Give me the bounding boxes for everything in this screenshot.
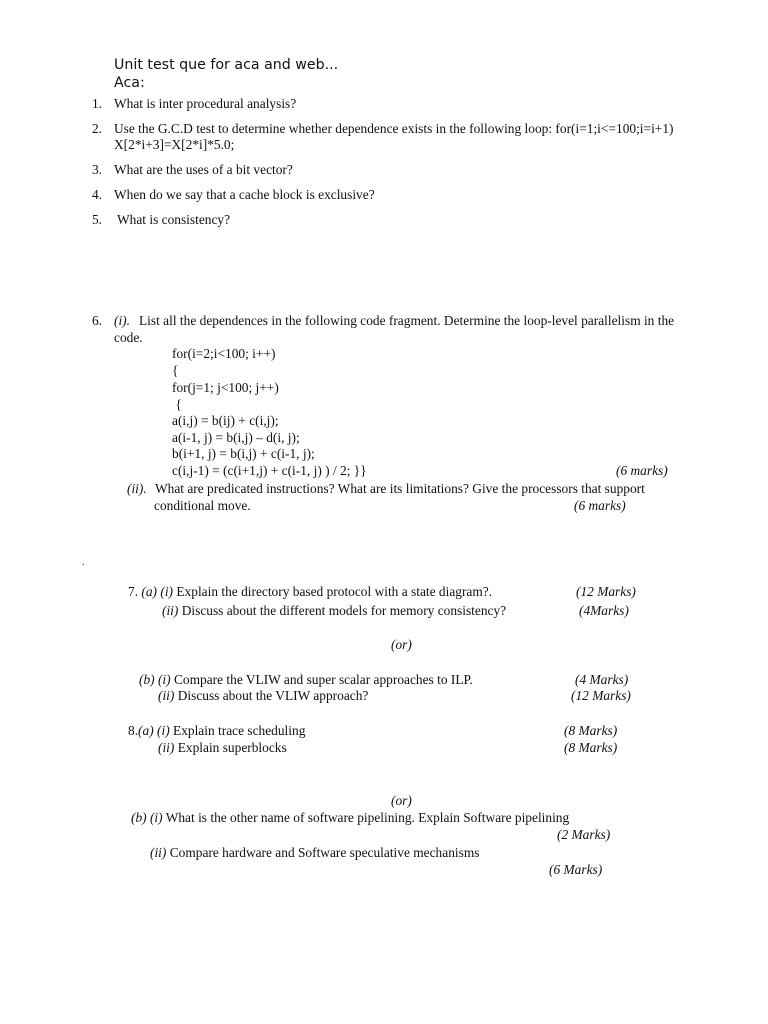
code-line: b(i+1, j) = b(i,j) + c(i-1, j);	[172, 446, 315, 461]
question-number: 2.	[91, 121, 102, 136]
section-heading-aca: Aca:	[114, 75, 145, 91]
marks-label: (4Marks)	[579, 603, 629, 618]
question-text: Compare hardware and Software speculative mechanisms	[169, 845, 480, 860]
question-number: 6.	[91, 313, 102, 328]
question-number: 5.	[91, 212, 102, 227]
part-label: (i).	[114, 313, 130, 328]
marks-label: (12 Marks)	[576, 584, 636, 599]
marks-label: (6 Marks)	[549, 862, 603, 877]
marks-label: (6 marks)	[574, 498, 626, 513]
question-text: What is the other name of software pipelining. Explain Software pipelining	[165, 810, 570, 825]
question-text: What is consistency?	[117, 212, 231, 227]
q8-a-ii	[158, 739, 287, 756]
part-label: (a) (i)	[138, 723, 170, 738]
question-text: Use the G.C.D test to determine whether dependence exists in the following loop: for(i=1;i<=100;i=i+1)	[114, 121, 674, 136]
part-label: (b) (i)	[139, 672, 171, 687]
code-line: a(i-1, j) = b(i,j) – d(i, j);	[172, 430, 300, 445]
marks-label: (2 Marks)	[557, 827, 611, 842]
question-text: When do we say that a cache block is exclusive?	[114, 187, 375, 202]
question-text: Compare the VLIW and super scalar approaches to ILP.	[173, 672, 473, 687]
question-text: What are predicated instructions? What are its limitations? Give the processors that support	[155, 481, 645, 496]
code-line: {	[172, 397, 182, 412]
question-number: 3.	[91, 162, 102, 177]
code-line: a(i,j) = b(ij) + c(i,j);	[172, 413, 279, 428]
stray-dot: .	[82, 557, 85, 568]
q8-a-i	[128, 722, 305, 739]
question-number: 8.	[128, 723, 139, 738]
question-text: Explain trace scheduling	[173, 723, 306, 738]
or-separator: (or)	[391, 793, 412, 808]
marks-label: (12 Marks)	[571, 688, 631, 703]
question-number: 4.	[91, 187, 102, 202]
question-text-continued: conditional move.	[154, 498, 251, 513]
question-number: 7.	[128, 584, 139, 599]
question-text: Explain the directory based protocol with a state diagram?.	[176, 584, 493, 599]
question-text: What are the uses of a bit vector?	[114, 162, 293, 177]
marks-label: (8 Marks)	[564, 740, 618, 755]
part-label: (ii)	[150, 845, 167, 860]
part-label: (ii)	[158, 740, 175, 755]
marks-label: (8 Marks)	[564, 723, 618, 738]
code-line: c(i,j-1) = (c(i+1,j) + c(i-1, j) ) / 2; }}	[172, 463, 367, 478]
marks-label: (4 Marks)	[575, 672, 629, 687]
q7-a-i	[128, 583, 492, 600]
question-text: List all the dependences in the following code fragment. Determine the loop-level parallelism in the	[139, 313, 675, 328]
question-number: 1.	[91, 96, 102, 111]
question-text: What is inter procedural analysis?	[114, 96, 297, 111]
question-text: Discuss about the VLIW approach?	[177, 688, 369, 703]
question-text-continued: code.	[114, 330, 143, 345]
question-text: Explain superblocks	[177, 740, 287, 755]
document-title: Unit test que for aca and web...	[114, 57, 339, 73]
q8-b-ii	[150, 844, 479, 861]
question-text-continued: X[2*i+3]=X[2*i]*5.0;	[114, 137, 235, 152]
marks-label: (6 marks)	[616, 463, 668, 478]
part-label: (b) (i)	[131, 810, 163, 825]
or-separator: (or)	[391, 637, 412, 652]
part-label: (ii)	[158, 688, 175, 703]
question-text: Discuss about the different models for memory consistency?	[181, 603, 507, 618]
q7-b-ii	[158, 687, 368, 704]
q7-a-ii	[162, 602, 506, 619]
q8-b-i	[131, 809, 569, 826]
code-line: for(j=1; j<100; j++)	[172, 380, 279, 395]
part-label: (a) (i)	[141, 584, 174, 599]
part-label: (ii).	[127, 481, 147, 496]
part-label: (ii)	[162, 603, 179, 618]
code-line: {	[172, 363, 179, 378]
q7-b-i	[139, 671, 473, 688]
code-line: for(i=2;i<100; i++)	[172, 346, 276, 361]
